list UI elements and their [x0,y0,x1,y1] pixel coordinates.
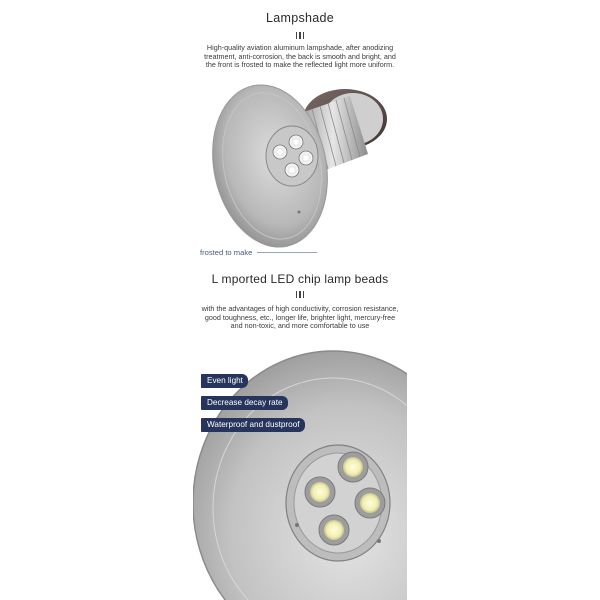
divider-bars-icon [294,32,306,39]
divider-bars-icon [294,291,306,298]
lampshade-description: High-quality aviation aluminum lampshade, after anodizing treatment, anti-corrosion, the back is smooth and bright, and the front is frosted to make the reflected light more uniform. [204,43,396,70]
feature-badge-decay-rate: Decrease decay rate [201,396,288,410]
led-chip-description: with the advantages of high conductivity, corrosion resistance, good toughness, etc., longer life, brighter light, mercury-free and non-toxic, and more comfortable to use [201,304,399,331]
frosted-callout: frosted to make [200,248,253,257]
led-chip-title: L mported LED chip lamp beads [211,272,389,286]
lampshade-title: Lampshade [265,11,335,25]
feature-badge-even-light: Even light [201,374,248,388]
feature-badge-waterproof: Waterproof and dustproof [201,418,305,432]
callout-line [257,252,317,253]
lampshade-photo [200,84,400,254]
